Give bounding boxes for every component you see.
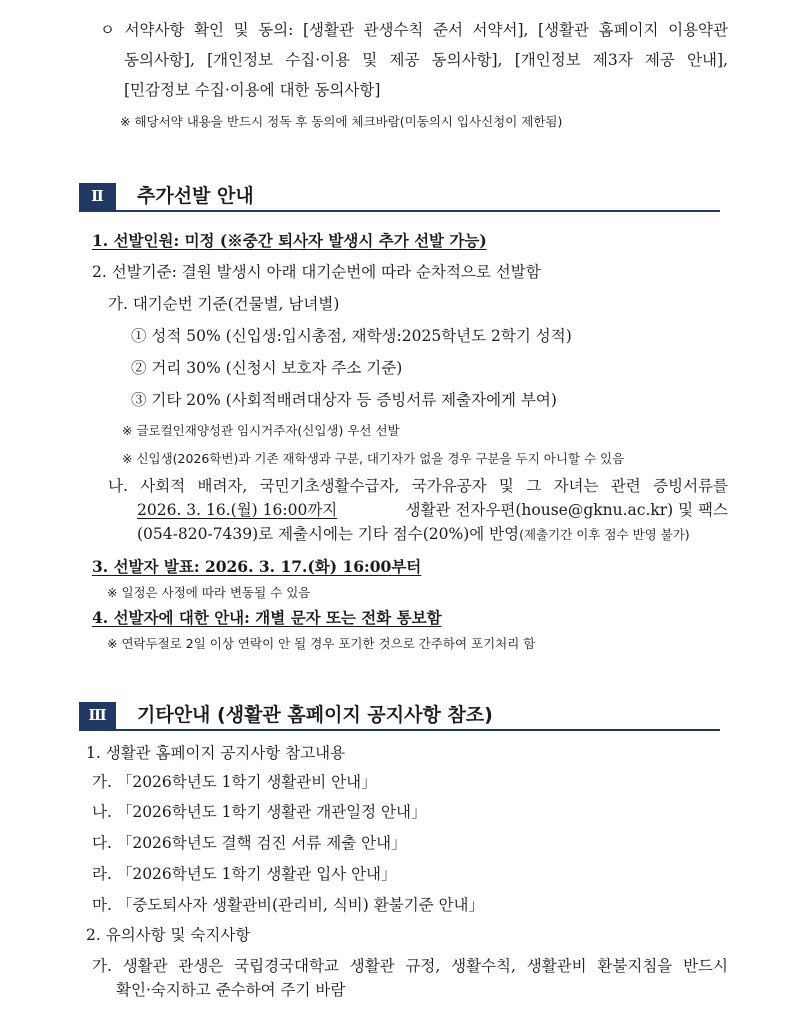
consent-line-2: 동의사항], [개인정보 수집·이용 및 제공 동의사항], [개인정보 제3자 제공 안내], [124,51,728,69]
section-3-number: Ⅲ [79,702,116,729]
criterion-distance: ② 거리 30% (신청시 보호자 주소 기준) [131,359,403,377]
section-2-item-2a: 가. 대기순번 기준(건물별, 남녀별) [108,295,340,313]
reference-b: 나. 「2026학년도 1학기 생활관 개관일정 안내」 [92,803,427,821]
consent-line-3: [민감정보 수집·이용에 대한 동의사항] [124,81,381,99]
section-2-item-3: 3. 선발자 발표: 2026. 3. 17.(화) 16:00부터 [92,557,422,576]
section-2-item-4: 4. 선발자에 대한 안내: 개별 문자 또는 전화 통보함 [92,608,442,627]
consent-line-1: ㅇ 서약사항 확인 및 동의: [생활관 관생수칙 준서 서약서], [생활관 홈페이지 이용약관 [100,21,728,39]
contact-note: ※ 연락두절로 2일 이상 연락이 안 될 경우 포기한 것으로 간주하여 포기처리 함 [107,636,536,651]
section-2-number: Ⅱ [79,183,116,210]
selection-note-1: ※ 글로컬인재양성관 임시거주자(신입생) 우선 선발 [122,423,400,438]
submission-fax: (054-820-7439)로 제출시에는 기타 점수(20%)에 반영 [137,525,520,543]
section-3-item-2a-line-1: 가. 생활관 관생은 국립경국대학교 생활관 규정, 생활수칙, 생활관비 환불지침을 반드시 [92,957,728,975]
section-2-item-1: 1. 선발인원: 미정 (※중간 퇴사자 발생시 추가 선발 가능) [92,231,487,250]
reference-e: 마. 「중도퇴사자 생활관비(관리비, 식비) 환불기준 안내」 [92,896,485,914]
submission-note: (제출기간 이후 점수 반영 불가) [519,527,690,542]
section-2-title: 추가선발 안내 [137,185,254,207]
reference-a: 가. 「2026학년도 1학기 생활관비 안내」 [92,773,377,791]
criterion-grades: ① 성적 50% (신입생:입시총점, 재학생:2025학년도 2학기 성적) [131,327,572,345]
section-3-title: 기타안내 (생활관 홈페이지 공지사항 참조) [137,704,493,726]
section-3-item-2a-line-2: 확인·숙지하고 준수하여 주기 바람 [116,981,346,999]
section-3-item-1: 1. 생활관 홈페이지 공지사항 참고내용 [86,744,346,762]
consent-note: ※ 해당서약 내용을 반드시 정독 후 동의에 체크바람(미동의시 입사신청이 제한됨) [120,114,563,129]
section-2-item-2b-line-1: 나. 사회적 배려자, 국민기초생활수급자, 국가유공자 및 그 자녀는 관련 증빙서류를 [108,477,728,495]
section-2-item-2b-line-2 [137,500,728,520]
submission-deadline: 2026. 3. 16.(월) 16:00까지 [137,501,338,519]
section-3-item-2: 2. 유의사항 및 숙지사항 [86,926,251,944]
submission-contact: 생활관 전자우편(house@gknu.ac.kr) 및 팩스 [405,501,728,519]
reference-d: 라. 「2026학년도 1학기 생활관 입사 안내」 [92,865,397,883]
section-2-item-2b-line-3 [137,524,690,545]
announcement-note: ※ 일정은 사정에 따라 변동될 수 있음 [107,585,311,600]
reference-c: 다. 「2026학년도 결핵 검진 서류 제출 안내」 [92,834,407,852]
section-2-item-2: 2. 선발기준: 결원 발생시 아래 대기순번에 따라 순차적으로 선발함 [92,263,541,281]
selection-note-2: ※ 신입생(2026학번)과 기존 재학생과 구분, 대기자가 없을 경우 구분을 두지 아니할 수 있음 [122,451,625,466]
section-3-rule [79,729,720,731]
section-2-rule [79,210,720,212]
criterion-other: ③ 기타 20% (사회적배려대상자 등 증빙서류 제출자에게 부여) [131,391,557,409]
